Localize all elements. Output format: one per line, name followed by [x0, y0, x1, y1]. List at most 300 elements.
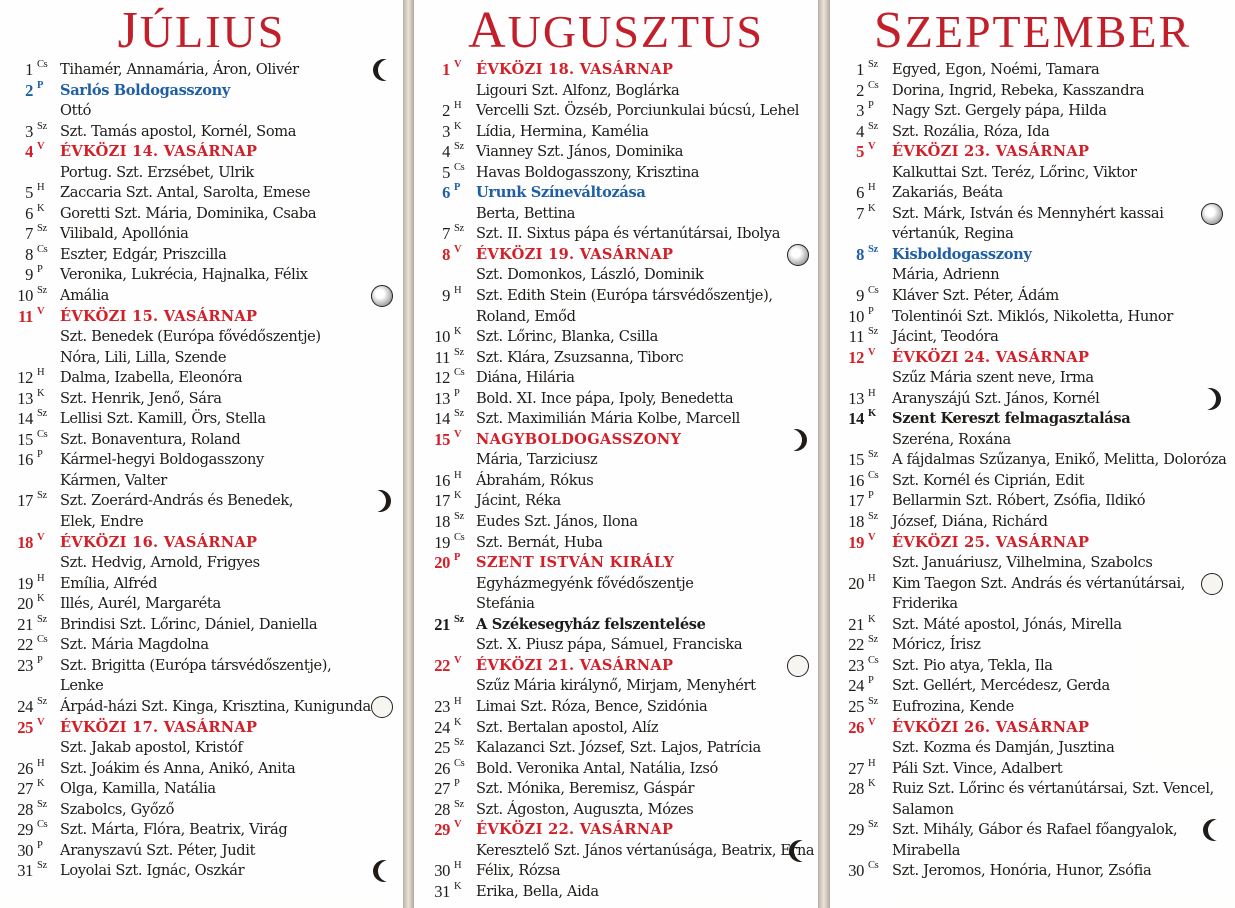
weekday-abbr: Sz: [454, 408, 464, 420]
nameday-text: Szt. Márk, István és Mennyhért kassai: [892, 204, 1164, 222]
sunday-heading: ÉVKÖZI 14. VASÁRNAP: [60, 143, 258, 161]
day-row: [414, 389, 818, 410]
day-row: [830, 183, 1235, 204]
weekday-abbr: Cs: [454, 531, 465, 543]
day-number: 19: [848, 532, 864, 552]
nameday-text: Kláver Szt. Péter, Ádám: [892, 287, 1059, 305]
weekday-abbr: V: [454, 428, 462, 440]
feast-name: Urunk Színeváltozása: [476, 184, 646, 202]
day-number: 11: [434, 347, 450, 367]
day-row-continuation: [414, 635, 818, 656]
day-number: 20: [434, 553, 450, 573]
weekday-abbr: H: [868, 182, 876, 194]
day-row-continuation: [0, 327, 403, 348]
nameday-text: Friderika: [892, 595, 958, 613]
nameday-text: Kim Taegon Szt. András és vértanútársai,: [892, 574, 1186, 592]
nameday-text: Szt. II. Sixtus pápa és vértanútársai, Ibolya: [476, 225, 781, 243]
day-row: [414, 882, 818, 903]
day-row: [830, 286, 1235, 307]
day-number: 7: [442, 224, 450, 244]
day-row: [0, 594, 403, 615]
last-quarter-moon-icon: [371, 860, 393, 882]
day-row: [414, 718, 818, 739]
day-number: 6: [856, 183, 864, 203]
nameday-text: Vianney Szt. János, Dominika: [476, 143, 684, 161]
day-row-continuation: [830, 430, 1235, 451]
nameday-text: Móricz, Írisz: [892, 636, 981, 654]
day-row-continuation: [830, 841, 1235, 862]
nameday-text: Bold. XI. Ince pápa, Ipoly, Benedetta: [476, 389, 734, 407]
weekday-abbr: H: [454, 100, 462, 112]
weekday-abbr: V: [37, 531, 45, 543]
day-number: 25: [434, 738, 450, 758]
nameday-text: Aranyszavú Szt. Péter, Judit: [60, 841, 256, 859]
day-row-continuation: [0, 101, 403, 122]
weekday-abbr: V: [37, 716, 45, 728]
weekday-abbr: H: [37, 182, 45, 194]
weekday-abbr: Sz: [454, 511, 464, 523]
day-number: 9: [25, 265, 33, 285]
day-row-continuation: [0, 512, 403, 533]
nameday-text: Szt. Máté apostol, Jónás, Mirella: [892, 615, 1122, 633]
nameday-text: Dorina, Ingrid, Rebeka, Kasszandra: [892, 81, 1145, 99]
day-number: 4: [25, 142, 33, 162]
day-number: 15: [434, 429, 450, 449]
nameday-text: A fájdalmas Szűzanya, Enikő, Melitta, Doloróza: [892, 451, 1227, 469]
weekday-abbr: H: [37, 757, 45, 769]
nameday-text: Szt. Kornél és Ciprián, Edit: [892, 471, 1085, 489]
sunday-heading: ÉVKÖZI 15. VASÁRNAP: [60, 307, 258, 325]
day-number: 18: [17, 532, 33, 552]
weekday-abbr: Sz: [37, 695, 47, 707]
weekday-abbr: V: [37, 305, 45, 317]
day-row: [0, 450, 403, 471]
weekday-abbr: P: [454, 387, 460, 399]
day-number: 27: [848, 758, 864, 778]
day-row: [0, 759, 403, 780]
nameday-text: Lídia, Hermina, Kamélia: [476, 122, 649, 140]
first-quarter-moon-icon: [371, 490, 393, 512]
day-number: 9: [856, 286, 864, 306]
day-row: [830, 656, 1235, 677]
nameday-text: Szt. Mária Magdolna: [60, 636, 209, 654]
day-row: [830, 245, 1235, 266]
day-number: 29: [17, 820, 33, 840]
month-title: SZEPTEMBER: [873, 2, 1192, 59]
nameday-text: Erika, Bella, Aida: [476, 882, 599, 900]
weekday-abbr: K: [868, 408, 876, 420]
weekday-abbr: Sz: [868, 243, 878, 255]
nameday-text: Szt. Tamás apostol, Kornél, Soma: [60, 122, 297, 140]
day-row: [830, 491, 1235, 512]
day-row-continuation: [830, 224, 1235, 245]
day-number: 5: [856, 142, 864, 162]
day-number: 23: [848, 655, 864, 675]
day-row: [830, 471, 1235, 492]
weekday-abbr: P: [868, 305, 874, 317]
nameday-text: Szt. Lőrinc, Blanka, Csilla: [476, 328, 659, 346]
day-row: [830, 348, 1235, 369]
nameday-text: Limai Szt. Róza, Bence, Szidónia: [476, 697, 708, 715]
nameday-text: Diána, Hilária: [476, 369, 575, 387]
day-number: 2: [25, 80, 33, 100]
day-row: [830, 676, 1235, 697]
day-number: 25: [17, 717, 33, 737]
weekday-abbr: H: [37, 572, 45, 584]
weekday-abbr: H: [454, 860, 462, 872]
day-row: [0, 409, 403, 430]
weekday-abbr: P: [454, 778, 460, 790]
day-number: 12: [17, 368, 33, 388]
weekday-abbr: H: [868, 572, 876, 584]
nameday-text: Tihamér, Annamária, Áron, Olivér: [60, 61, 299, 78]
nameday-text: Szt. Januáriusz, Vilhelmina, Szabolcs: [892, 554, 1153, 572]
day-row: [830, 635, 1235, 656]
nameday-text: Szt. Mónika, Beremisz, Gáspár: [476, 780, 695, 798]
nameday-text: Brindisi Szt. Lőrinc, Dániel, Daniella: [60, 615, 318, 633]
day-row: [414, 409, 818, 430]
day-number: 15: [848, 450, 864, 470]
day-row-continuation: [0, 738, 403, 759]
day-row: [830, 450, 1235, 471]
day-row: [414, 368, 818, 389]
day-number: 20: [848, 573, 864, 593]
weekday-abbr: Cs: [37, 634, 48, 646]
nameday-text: Bellarmin Szt. Róbert, Zsófia, Ildikó: [892, 492, 1146, 510]
day-row: [414, 512, 818, 533]
month-title: JÚLIUS: [117, 2, 286, 59]
nameday-text: vértanúk, Regina: [892, 225, 1014, 243]
day-row-continuation: [0, 553, 403, 574]
weekday-abbr: V: [454, 654, 462, 666]
day-number: 16: [434, 470, 450, 490]
nameday-text: Portug. Szt. Erzsébet, Ulrik: [60, 163, 254, 181]
day-row-continuation: [414, 450, 818, 471]
nameday-text: Szt. Maximilián Mária Kolbe, Marcell: [476, 410, 740, 428]
day-number: 3: [25, 121, 33, 141]
day-number: 14: [848, 409, 864, 429]
day-number: 9: [442, 286, 450, 306]
day-row: [0, 697, 403, 718]
weekday-abbr: Sz: [37, 490, 47, 502]
day-number: 2: [442, 101, 450, 121]
feast-name: Kisboldogasszony: [892, 245, 1032, 263]
day-number: 23: [17, 655, 33, 675]
nameday-text: Árpád-házi Szt. Kinga, Krisztina, Kunigunda: [60, 697, 371, 715]
day-row: [0, 204, 403, 225]
day-row: [414, 245, 818, 266]
weekday-abbr: H: [868, 757, 876, 769]
nameday-text: Szt. Kozma és Damján, Jusztina: [892, 739, 1115, 757]
weekday-abbr: H: [37, 367, 45, 379]
nameday-text: Havas Boldogasszony, Krisztina: [476, 163, 700, 181]
day-number: 20: [17, 594, 33, 614]
day-row: [0, 286, 403, 307]
nameday-text: Zaccaria Szt. Antal, Sarolta, Emese: [60, 184, 311, 202]
day-row: [830, 204, 1235, 225]
day-number: 7: [25, 224, 33, 244]
sunday-heading: ÉVKÖZI 16. VASÁRNAP: [60, 533, 258, 551]
day-number: 27: [17, 779, 33, 799]
day-number: 26: [17, 758, 33, 778]
feast-name: Sarlós Boldogasszony: [60, 81, 231, 99]
day-row: [0, 718, 403, 739]
first-quarter-moon-icon: [787, 429, 809, 451]
weekday-abbr: V: [868, 531, 876, 543]
weekday-abbr: Sz: [454, 613, 464, 625]
nameday-text: Ligouri Szt. Alfonz, Boglárka: [476, 81, 680, 99]
day-row: [830, 122, 1235, 143]
day-number: 30: [17, 840, 33, 860]
day-row: [0, 800, 403, 821]
nameday-text: Eufrozina, Kende: [892, 697, 1014, 715]
day-row: [0, 368, 403, 389]
weekday-abbr: K: [868, 778, 876, 790]
nameday-text: Szt. Bonaventura, Roland: [60, 430, 241, 448]
day-row-continuation: [830, 800, 1235, 821]
nameday-text: Szt. Rozália, Róza, Ida: [892, 122, 1050, 140]
weekday-abbr: Cs: [868, 285, 879, 297]
weekday-abbr: Sz: [37, 798, 47, 810]
weekday-abbr: K: [454, 880, 462, 892]
day-row: [830, 718, 1235, 739]
day-row-continuation: [830, 265, 1235, 286]
day-row-continuation: [414, 204, 818, 225]
month-title: AUGUSZTUS: [468, 2, 764, 59]
day-row-continuation: [830, 163, 1235, 184]
column-divider: [818, 0, 830, 908]
day-number: 24: [848, 676, 864, 696]
weekday-abbr: K: [37, 778, 45, 790]
nameday-text: Salamon: [892, 800, 954, 818]
weekday-abbr: Sz: [868, 511, 878, 523]
weekday-abbr: H: [454, 469, 462, 481]
weekday-abbr: Cs: [868, 654, 879, 666]
day-number: 19: [434, 532, 450, 552]
day-row: [0, 574, 403, 595]
weekday-abbr: Sz: [868, 59, 878, 70]
day-number: 16: [17, 450, 33, 470]
day-number: 26: [848, 717, 864, 737]
day-row-continuation: [414, 265, 818, 286]
nameday-text: Emília, Alfréd: [60, 574, 158, 592]
nameday-text: Loyolai Szt. Ignác, Oszkár: [60, 862, 245, 880]
weekday-abbr: Sz: [454, 223, 464, 235]
day-row: [0, 533, 403, 554]
day-number: 30: [848, 861, 864, 881]
day-row: [414, 759, 818, 780]
day-row: [414, 861, 818, 882]
day-row: [414, 820, 818, 841]
day-row: [0, 491, 403, 512]
nameday-text: Szt. Jakab apostol, Kristóf: [60, 739, 243, 757]
weekday-abbr: H: [868, 387, 876, 399]
nameday-text: Félix, Rózsa: [476, 862, 561, 880]
day-row-continuation: [0, 163, 403, 184]
day-number: 16: [848, 470, 864, 490]
nameday-text: Lellisi Szt. Kamill, Örs, Stella: [60, 410, 266, 428]
weekday-abbr: Cs: [868, 860, 879, 872]
weekday-abbr: Sz: [868, 695, 878, 707]
weekday-abbr: P: [37, 839, 43, 851]
weekday-abbr: Cs: [454, 161, 465, 173]
day-number: 21: [848, 614, 864, 634]
day-row: [830, 60, 1235, 81]
nameday-text: Illés, Aurél, Margaréta: [60, 595, 221, 613]
weekday-abbr: K: [454, 490, 462, 502]
nameday-text: Szent Kereszt felmagasztalása: [892, 410, 1131, 428]
day-row: [414, 348, 818, 369]
nameday-text: Dalma, Izabella, Eleonóra: [60, 369, 243, 387]
weekday-abbr: Sz: [37, 285, 47, 297]
nameday-text: Szeréna, Roxána: [892, 430, 1011, 448]
day-row: [0, 224, 403, 245]
nameday-text: Ottó: [60, 102, 92, 120]
day-row: [414, 533, 818, 554]
weekday-abbr: Sz: [454, 346, 464, 358]
nameday-text: Szt. Klára, Zsuzsanna, Tiborc: [476, 348, 684, 366]
day-row: [0, 122, 403, 143]
weekday-abbr: P: [37, 449, 43, 461]
nameday-text: Szt. Bernát, Huba: [476, 533, 603, 551]
nameday-text: Keresztelő Szt. János vértanúsága, Beatrix, Erna: [476, 841, 815, 859]
day-row: [414, 491, 818, 512]
day-number: 28: [434, 799, 450, 819]
nameday-text: Szt. Jeromos, Honória, Hunor, Zsófia: [892, 862, 1152, 880]
day-number: 17: [848, 491, 864, 511]
day-number: 6: [25, 203, 33, 223]
day-row: [0, 635, 403, 656]
day-number: 3: [856, 101, 864, 121]
day-row: [414, 101, 818, 122]
day-row: [414, 142, 818, 163]
day-row: [830, 697, 1235, 718]
weekday-abbr: Sz: [868, 326, 878, 338]
weekday-abbr: K: [454, 120, 462, 132]
day-number: 1: [442, 60, 450, 79]
weekday-abbr: V: [454, 59, 462, 70]
nameday-text: Zakariás, Beáta: [892, 184, 1003, 202]
weekday-abbr: Sz: [454, 737, 464, 749]
month-column: [830, 0, 1235, 908]
sunday-heading: SZENT ISTVÁN KIRÁLY: [476, 554, 675, 572]
full-moon-icon: [1201, 203, 1223, 225]
day-row: [830, 820, 1235, 841]
weekday-abbr: Cs: [37, 59, 48, 70]
day-number: 29: [848, 820, 864, 840]
day-number: 13: [434, 388, 450, 408]
day-row-continuation: [414, 307, 818, 328]
day-number: 22: [434, 655, 450, 675]
nameday-text: Jácint, Réka: [476, 492, 561, 510]
day-row: [830, 101, 1235, 122]
nameday-text: Amália: [60, 287, 110, 305]
weekday-abbr: P: [37, 264, 43, 276]
nameday-text: Goretti Szt. Mária, Dominika, Csaba: [60, 204, 317, 222]
weekday-abbr: P: [454, 552, 461, 564]
new-moon-icon: [371, 696, 393, 718]
nameday-text: Szt. Hedvig, Arnold, Frigyes: [60, 554, 260, 572]
weekday-abbr: Sz: [37, 613, 47, 625]
weekday-abbr: P: [37, 654, 43, 666]
weekday-abbr: H: [454, 285, 462, 297]
nameday-text: Mária, Adrienn: [892, 266, 1000, 284]
nameday-text: Szt. Pio atya, Tekla, Ila: [892, 656, 1053, 674]
nameday-text: Vercelli Szt. Özséb, Porciunkulai búcsú, Lehel: [476, 102, 800, 120]
day-row: [0, 430, 403, 451]
day-number: 17: [434, 491, 450, 511]
day-row: [414, 800, 818, 821]
nameday-text: Roland, Emőd: [476, 307, 576, 325]
day-number: 3: [442, 121, 450, 141]
day-number: 29: [434, 820, 450, 840]
day-number: 15: [17, 429, 33, 449]
nameday-text: Mirabella: [892, 841, 961, 859]
nameday-text: Egyházmegyénk fővédőszentje: [476, 574, 694, 592]
day-number: 13: [17, 388, 33, 408]
day-row: [830, 327, 1235, 348]
sunday-heading: ÉVKÖZI 18. VASÁRNAP: [476, 61, 674, 78]
weekday-abbr: V: [454, 243, 462, 255]
sunday-heading: ÉVKÖZI 25. VASÁRNAP: [892, 533, 1090, 551]
day-number: 12: [434, 368, 450, 388]
day-row: [0, 389, 403, 410]
day-row: [0, 841, 403, 862]
nameday-text: Tolentinói Szt. Miklós, Nikoletta, Hunor: [892, 307, 1173, 325]
weekday-abbr: V: [868, 141, 876, 153]
nameday-text: Nagy Szt. Gergely pápa, Hilda: [892, 102, 1107, 120]
day-row: [414, 656, 818, 677]
weekday-abbr: Sz: [37, 408, 47, 420]
nameday-text: Eszter, Edgár, Priszcilla: [60, 245, 227, 263]
weekday-abbr: Sz: [868, 634, 878, 646]
nameday-text: Páli Szt. Vince, Adalbert: [892, 759, 1063, 777]
day-number: 22: [848, 635, 864, 655]
day-number: 18: [848, 512, 864, 532]
day-number: 14: [434, 409, 450, 429]
nameday-text: Lenke: [60, 677, 104, 695]
nameday-text: Szűz Mária királynő, Mirjam, Menyhért: [476, 677, 756, 695]
full-moon-icon: [787, 244, 809, 266]
day-number: 31: [17, 861, 33, 881]
weekday-abbr: Sz: [454, 798, 464, 810]
weekday-abbr: Sz: [37, 860, 47, 872]
day-number: 11: [848, 327, 864, 347]
weekday-abbr: Cs: [454, 757, 465, 769]
day-row: [414, 471, 818, 492]
day-number: 10: [848, 306, 864, 326]
nameday-text: Szt. Mihály, Gábor és Rafael főangyalok,: [892, 821, 1178, 839]
day-row: [830, 142, 1235, 163]
day-row: [0, 615, 403, 636]
day-number: 1: [25, 60, 33, 79]
day-number: 8: [442, 244, 450, 264]
day-number: 25: [848, 696, 864, 716]
nameday-text: Szt. Domonkos, László, Dominik: [476, 266, 704, 284]
day-row-continuation: [830, 553, 1235, 574]
nameday-text: Szt. Márta, Flóra, Beatrix, Virág: [60, 821, 288, 839]
day-number: 18: [434, 512, 450, 532]
day-number: 28: [17, 799, 33, 819]
nameday-text: Szt. X. Piusz pápa, Sámuel, Franciska: [476, 636, 743, 654]
day-number: 24: [434, 717, 450, 737]
day-row: [414, 327, 818, 348]
weekday-abbr: K: [37, 202, 45, 214]
sunday-heading: ÉVKÖZI 22. VASÁRNAP: [476, 821, 674, 839]
day-row: [414, 553, 818, 574]
nameday-text: Berta, Bettina: [476, 204, 576, 222]
weekday-abbr: K: [454, 716, 462, 728]
